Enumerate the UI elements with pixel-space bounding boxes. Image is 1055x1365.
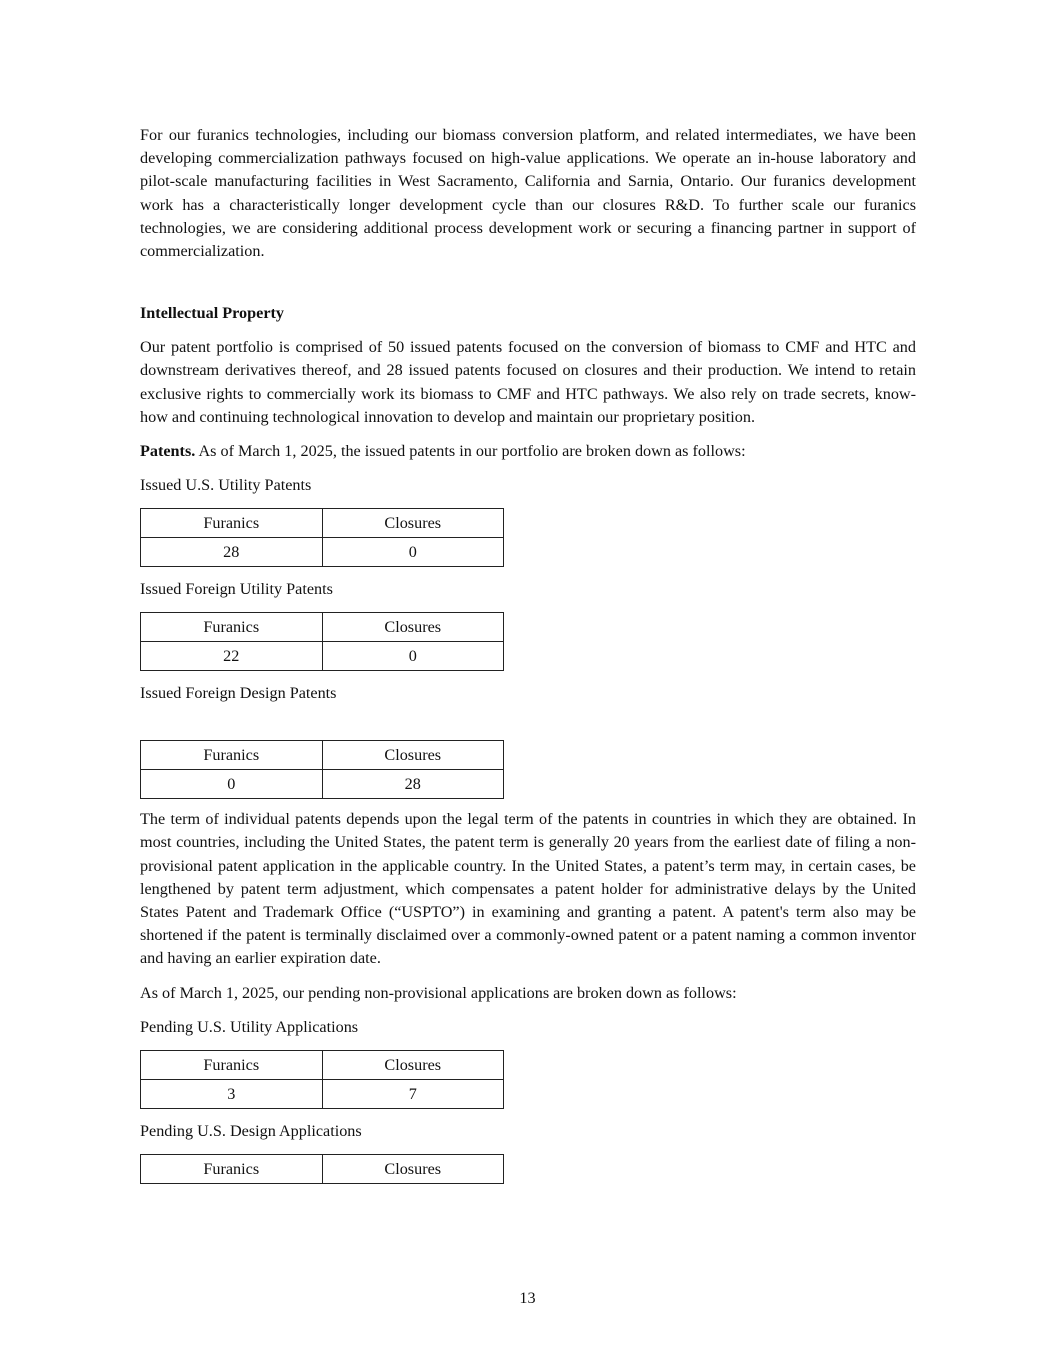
table-header-row xyxy=(141,613,504,642)
document-page xyxy=(140,124,916,1184)
intro-paragraph: For our furanics technologies, including our biomass conversion platform, and related intermediates, we have been developing commercialization pathways focused on high-value applications. We operate an in-house laboratory and pilot-scale manufacturing facilities in West Sacramento, California and Sarnia, Ontario. Our furanics development work has a characteristically longer development cycle than our closures R&D. To further scale our furanics technologies, we are considering additional process development work or securing a financing partner in support of commercialization. xyxy=(140,126,916,261)
header-closures: Closures xyxy=(322,741,504,770)
ip-paragraph: Our patent portfolio is comprised of 50 issued patents focused on the conversion of biomass to CMF and HTC and downstream derivatives thereof, and 28 issued patents focused on closures and their production. We intend to retain exclusive rights to commercially work its biomass to CMF and HTC pathways. We also rely on trade secrets, know-how and continuing technological innovation to develop and maintain our proprietary position. xyxy=(140,338,916,426)
table-row xyxy=(141,538,504,567)
table-label-foreign-utility-patents: Issued Foreign Utility Patents xyxy=(140,580,333,599)
value-furanics: 28 xyxy=(141,538,323,567)
header-closures: Closures xyxy=(322,1050,504,1079)
table-row xyxy=(141,1079,504,1108)
page-number: 13 xyxy=(519,1289,536,1307)
table-foreign-design-patents xyxy=(140,740,504,799)
table-header-row xyxy=(141,509,504,538)
value-closures: 28 xyxy=(322,770,504,799)
header-closures: Closures xyxy=(322,509,504,538)
table-pending-us-utility xyxy=(140,1050,504,1109)
table-header-row xyxy=(141,1154,504,1183)
value-closures: 7 xyxy=(322,1079,504,1108)
value-furanics: 0 xyxy=(141,770,323,799)
header-furanics: Furanics xyxy=(141,613,323,642)
table-row xyxy=(141,642,504,671)
section-heading-intellectual-property: Intellectual Property xyxy=(140,304,285,323)
pending-intro: As of March 1, 2025, our pending non-provisional applications are broken down as follows: xyxy=(140,983,737,1002)
patents-lead: Patents. xyxy=(140,442,196,461)
term-paragraph: The term of individual patents depends upon the legal term of the patents in countries in which they are obtained. In most countries, including the United States, the patent term is generally 20 years from the earliest date of filing a non-provisional patent application in the applicable country. In the United States, a patent’s term may, in certain cases, be lengthened by patent term adjustment, which compensates a patent holder for administrative delays by the United States Patent and Trademark Office (“USPTO”) in examining and granting a patent. A patent's term also may be shortened if the patent is terminally disclaimed over a commonly-owned patent or a patent naming a common inventor and having an earlier expiration date. xyxy=(140,810,916,968)
value-closures: 0 xyxy=(322,538,504,567)
table-foreign-utility-patents xyxy=(140,612,504,671)
table-label-pending-us-utility: Pending U.S. Utility Applications xyxy=(140,1017,359,1036)
table-label-pending-us-design: Pending U.S. Design Applications xyxy=(140,1121,362,1140)
header-furanics: Furanics xyxy=(141,1050,323,1079)
patents-text: As of March 1, 2025, the issued patents in our portfolio are broken down as follows: xyxy=(195,442,746,461)
spacer xyxy=(140,705,916,729)
value-furanics: 22 xyxy=(141,642,323,671)
table-label-us-utility-patents: Issued U.S. Utility Patents xyxy=(140,476,312,495)
value-furanics: 3 xyxy=(141,1079,323,1108)
header-closures: Closures xyxy=(322,613,504,642)
table-row xyxy=(141,770,504,799)
table-us-utility-patents xyxy=(140,508,504,567)
header-furanics: Furanics xyxy=(141,509,323,538)
patents-paragraph xyxy=(140,440,916,463)
table-label-foreign-design-patents: Issued Foreign Design Patents xyxy=(140,684,337,703)
table-pending-us-design xyxy=(140,1154,504,1184)
value-closures: 0 xyxy=(322,642,504,671)
header-furanics: Furanics xyxy=(141,741,323,770)
table-header-row xyxy=(141,1050,504,1079)
header-closures: Closures xyxy=(322,1154,504,1183)
header-furanics: Furanics xyxy=(141,1154,323,1183)
table-header-row xyxy=(141,741,504,770)
